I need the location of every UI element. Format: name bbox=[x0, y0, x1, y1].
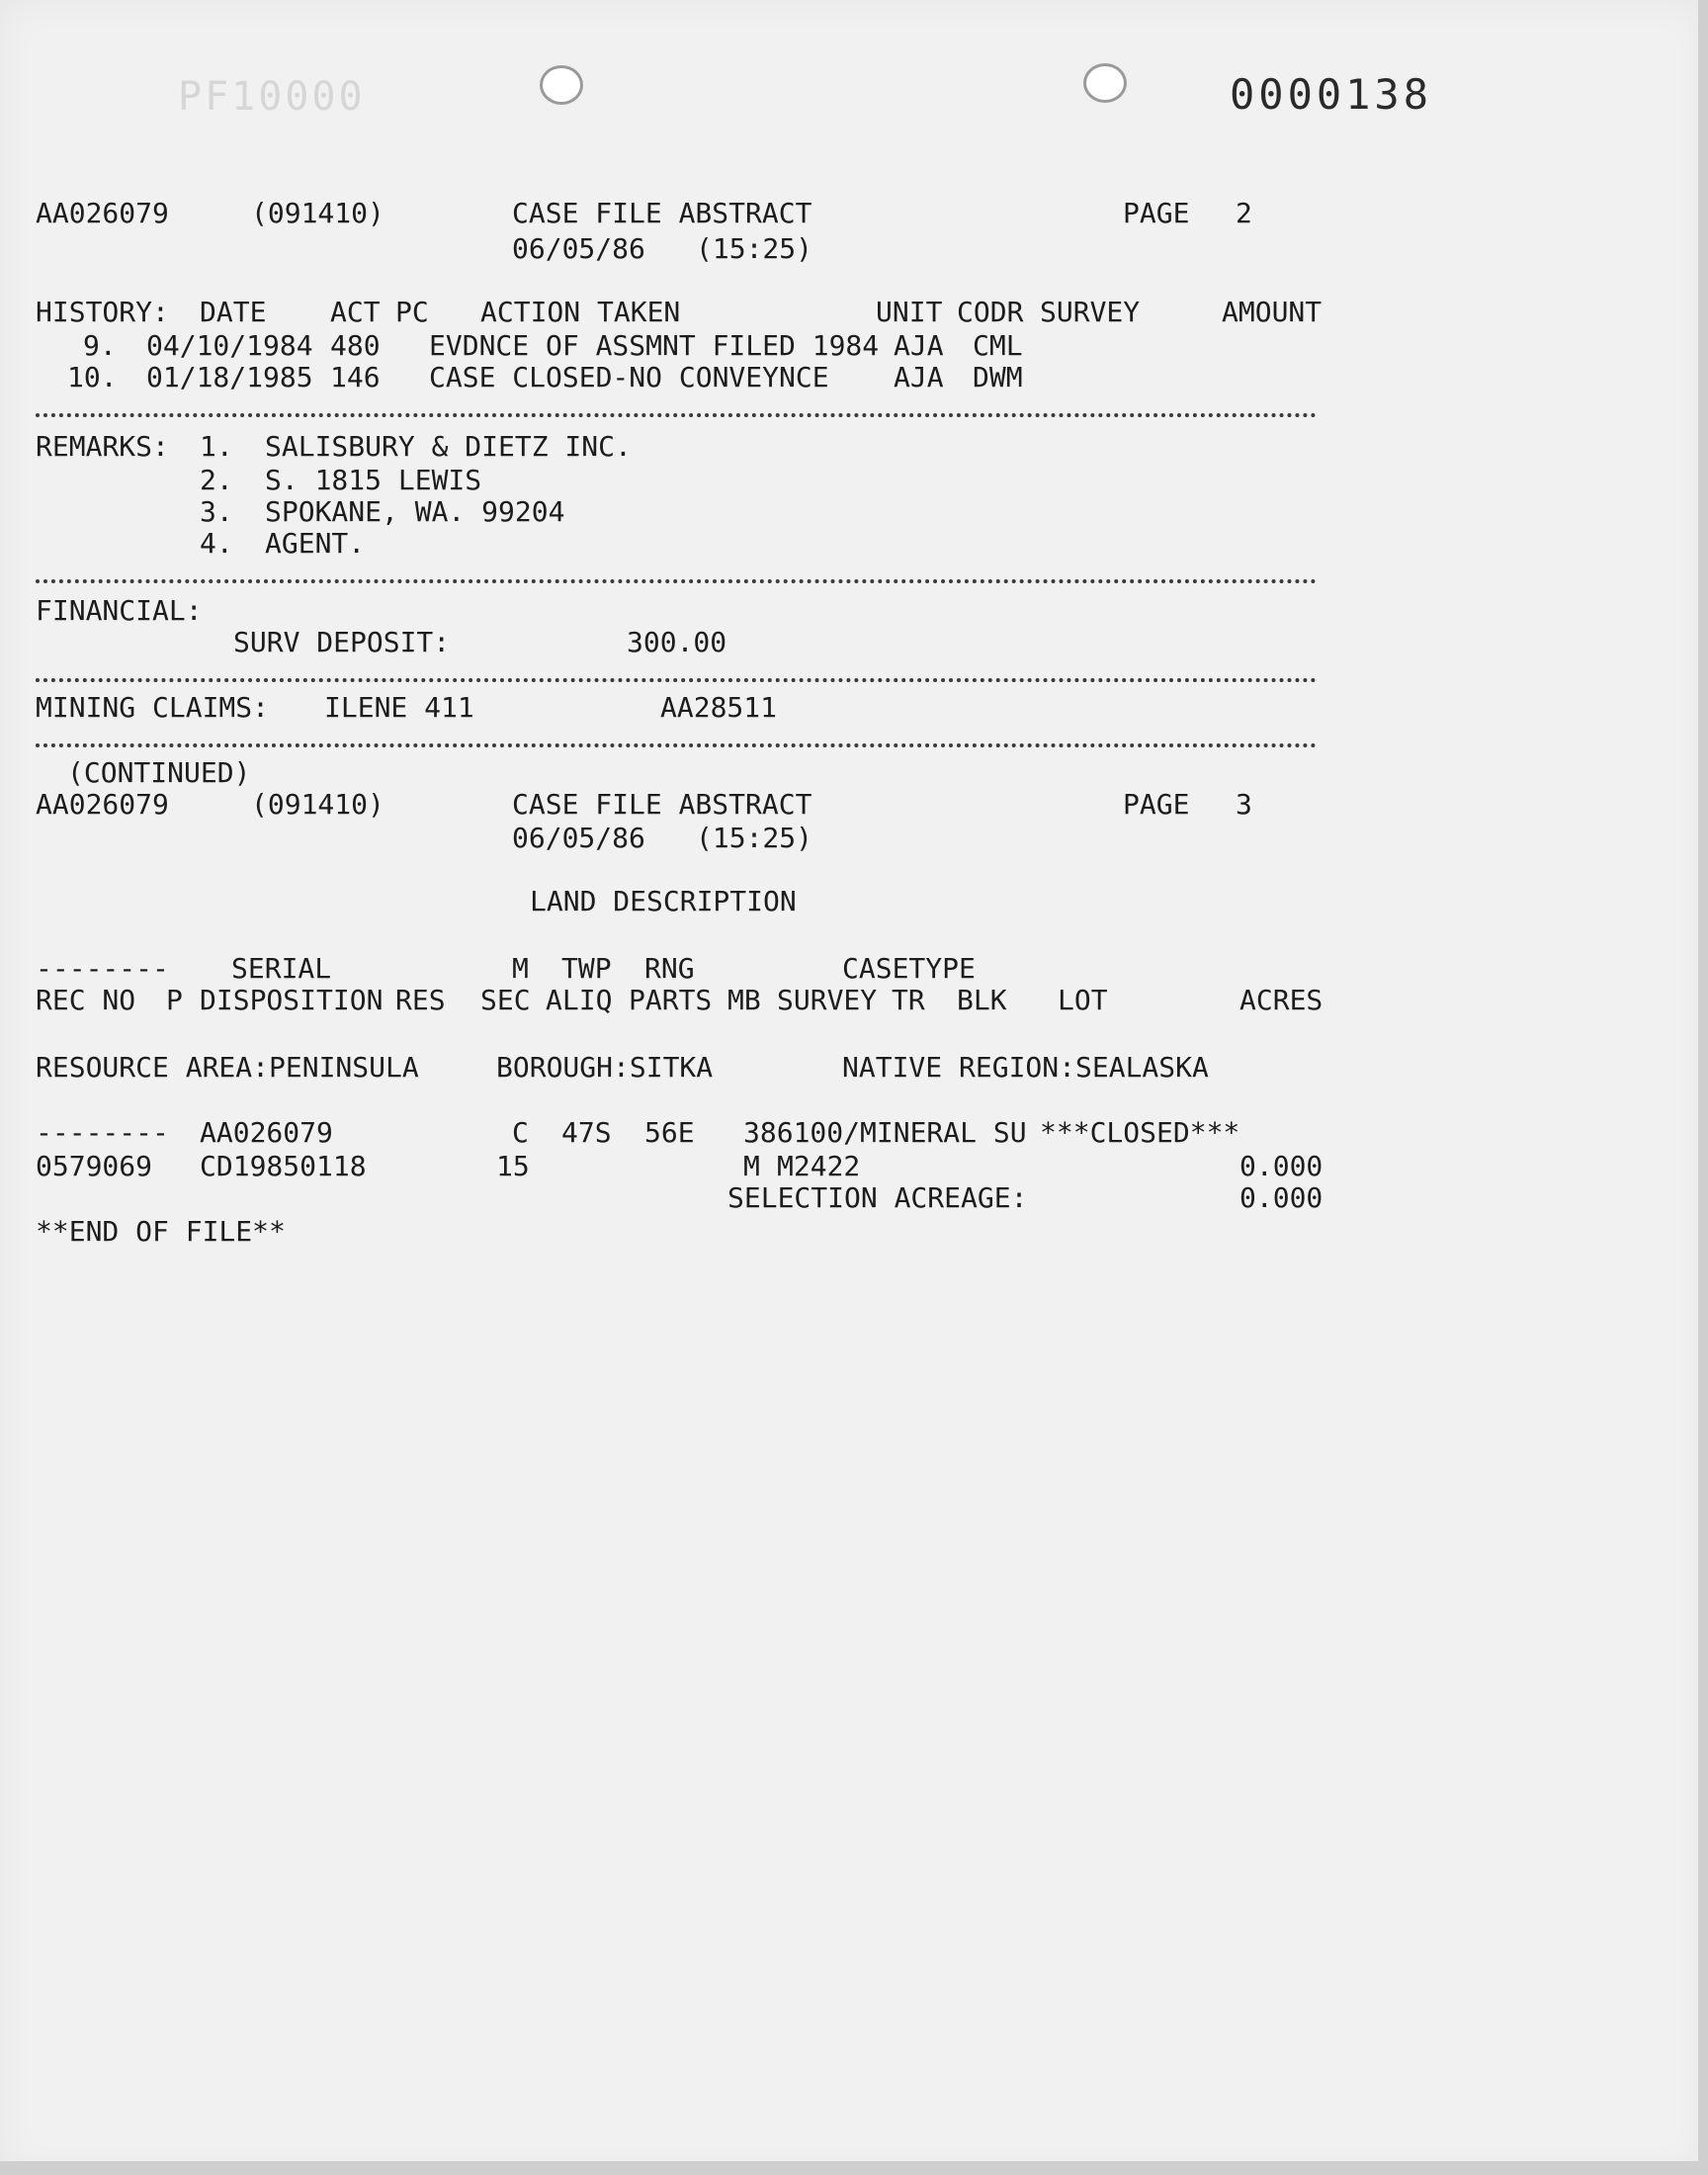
history-label: HISTORY: bbox=[36, 296, 169, 328]
row-mb: M bbox=[743, 1150, 760, 1182]
header-tr: TR bbox=[892, 984, 925, 1016]
row-sec: 15 bbox=[496, 1150, 530, 1182]
page-number: 3 bbox=[1236, 788, 1252, 821]
remark-number: 1. bbox=[200, 430, 233, 463]
surv-deposit-amount: 300.00 bbox=[627, 626, 727, 658]
history-row-act: 146 bbox=[330, 361, 381, 393]
remark-number: 3. bbox=[200, 495, 233, 528]
remark-number: 4. bbox=[200, 527, 233, 560]
header-acres: ACRES bbox=[1239, 984, 1324, 1016]
history-header-survey: SURVEY bbox=[1040, 296, 1141, 328]
abstract-title: CASE FILE ABSTRACT bbox=[512, 197, 812, 229]
header-p: P bbox=[166, 984, 183, 1016]
history-header-unit: UNIT bbox=[876, 296, 943, 328]
header-mb: MB bbox=[727, 984, 761, 1016]
header-blk: BLK bbox=[957, 984, 1007, 1016]
selection-acreage-label: SELECTION ACREAGE: bbox=[727, 1181, 1028, 1214]
surv-deposit-label: SURV DEPOSIT: bbox=[233, 626, 451, 658]
header-casetype: CASETYPE bbox=[842, 952, 976, 985]
dotted-separator bbox=[36, 678, 1317, 682]
page-label: PAGE bbox=[1123, 197, 1190, 229]
header-serial: SERIAL bbox=[231, 952, 332, 985]
selection-acreage-value: 0.000 bbox=[1239, 1181, 1324, 1214]
case-id: AA026079 bbox=[36, 788, 169, 821]
case-id: AA026079 bbox=[36, 197, 169, 229]
history-row-codr: CML bbox=[973, 329, 1023, 362]
history-header-amount: AMOUNT bbox=[1222, 296, 1323, 328]
history-header-action: ACTION TAKEN bbox=[480, 296, 681, 328]
dotted-separator bbox=[36, 743, 1317, 747]
history-row-number: 10. bbox=[67, 361, 118, 393]
case-code: (091410) bbox=[251, 197, 384, 229]
resource-area: RESOURCE AREA:PENINSULA bbox=[36, 1051, 419, 1084]
remark-text: AGENT. bbox=[265, 527, 366, 560]
land-description-title: LAND DESCRIPTION bbox=[530, 885, 797, 917]
case-code: (091410) bbox=[251, 788, 384, 821]
history-row-action: EVDNCE OF ASSMNT FILED 1984 bbox=[429, 329, 880, 362]
remark-text: S. 1815 LEWIS bbox=[265, 464, 482, 496]
borough: BOROUGH:SITKA bbox=[496, 1051, 714, 1084]
history-header-act: ACT bbox=[330, 296, 381, 328]
row-casetype: 386100/MINERAL SU bbox=[743, 1116, 1027, 1149]
row-serial: AA026079 bbox=[200, 1116, 333, 1149]
abstract-title: CASE FILE ABSTRACT bbox=[512, 788, 812, 821]
dotted-separator bbox=[36, 413, 1317, 417]
history-row-number: 9. bbox=[83, 329, 117, 362]
history-header-date: DATE bbox=[200, 296, 267, 328]
faded-code: PF10000 bbox=[178, 74, 366, 120]
financial-label: FINANCIAL: bbox=[36, 594, 203, 627]
row-status: ***CLOSED*** bbox=[1040, 1116, 1240, 1149]
history-row-date: 01/18/1985 bbox=[146, 361, 313, 393]
remarks-label: REMARKS: bbox=[36, 430, 169, 463]
abstract-date: 06/05/86 bbox=[512, 822, 645, 854]
history-row-date: 04/10/1984 bbox=[146, 329, 313, 362]
punch-hole-right bbox=[1083, 63, 1127, 103]
history-header-pc: PC bbox=[395, 296, 429, 328]
header-rng: RNG bbox=[644, 952, 695, 985]
row-survey: M2422 bbox=[777, 1150, 861, 1182]
remark-text: SPOKANE, WA. 99204 bbox=[265, 495, 565, 528]
stamp-number: 0000138 bbox=[1230, 70, 1433, 119]
header-sec: SEC bbox=[480, 984, 531, 1016]
row-disposition: CD19850118 bbox=[200, 1150, 367, 1182]
page-number: 2 bbox=[1236, 197, 1252, 229]
header-dashes: -------- bbox=[36, 952, 169, 985]
punch-hole-left bbox=[540, 65, 583, 105]
dotted-separator bbox=[36, 579, 1317, 583]
continued-label: (CONTINUED) bbox=[67, 756, 251, 789]
header-res: RES bbox=[395, 984, 446, 1016]
abstract-time: (15:25) bbox=[696, 822, 813, 854]
header-disposition: DISPOSITION bbox=[200, 984, 384, 1016]
row-rng: 56E bbox=[644, 1116, 695, 1149]
page-label: PAGE bbox=[1123, 788, 1190, 821]
header-survey: SURVEY bbox=[777, 984, 878, 1016]
history-row-codr: DWM bbox=[973, 361, 1023, 393]
row-m: C bbox=[512, 1116, 529, 1149]
abstract-date: 06/05/86 bbox=[512, 232, 645, 265]
history-header-codr: CODR bbox=[957, 296, 1024, 328]
header-m: M bbox=[512, 952, 529, 985]
header-parts: PARTS bbox=[629, 984, 713, 1016]
mining-claims-label: MINING CLAIMS: bbox=[36, 691, 270, 724]
mining-claim-name: ILENE 411 bbox=[324, 691, 474, 724]
history-row-unit: AJA bbox=[894, 329, 944, 362]
page-bottom-edge bbox=[0, 2161, 1708, 2175]
native-region: NATIVE REGION:SEALASKA bbox=[842, 1051, 1209, 1084]
remark-text: SALISBURY & DIETZ INC. bbox=[265, 430, 632, 463]
page-right-edge bbox=[1698, 0, 1708, 2175]
remark-number: 2. bbox=[200, 464, 233, 496]
row-dashes: -------- bbox=[36, 1116, 169, 1149]
row-rec-no: 0579069 bbox=[36, 1150, 153, 1182]
header-aliq: ALIQ bbox=[546, 984, 613, 1016]
history-row-unit: AJA bbox=[894, 361, 944, 393]
header-rec-no: REC NO bbox=[36, 984, 136, 1016]
end-of-file: **END OF FILE** bbox=[36, 1215, 286, 1248]
header-lot: LOT bbox=[1058, 984, 1108, 1016]
mining-claim-number: AA28511 bbox=[660, 691, 778, 724]
abstract-time: (15:25) bbox=[696, 232, 813, 265]
history-row-act: 480 bbox=[330, 329, 381, 362]
row-twp: 47S bbox=[561, 1116, 612, 1149]
history-row-action: CASE CLOSED-NO CONVEYNCE bbox=[429, 361, 829, 393]
header-twp: TWP bbox=[561, 952, 612, 985]
row-acres: 0.000 bbox=[1239, 1150, 1324, 1182]
